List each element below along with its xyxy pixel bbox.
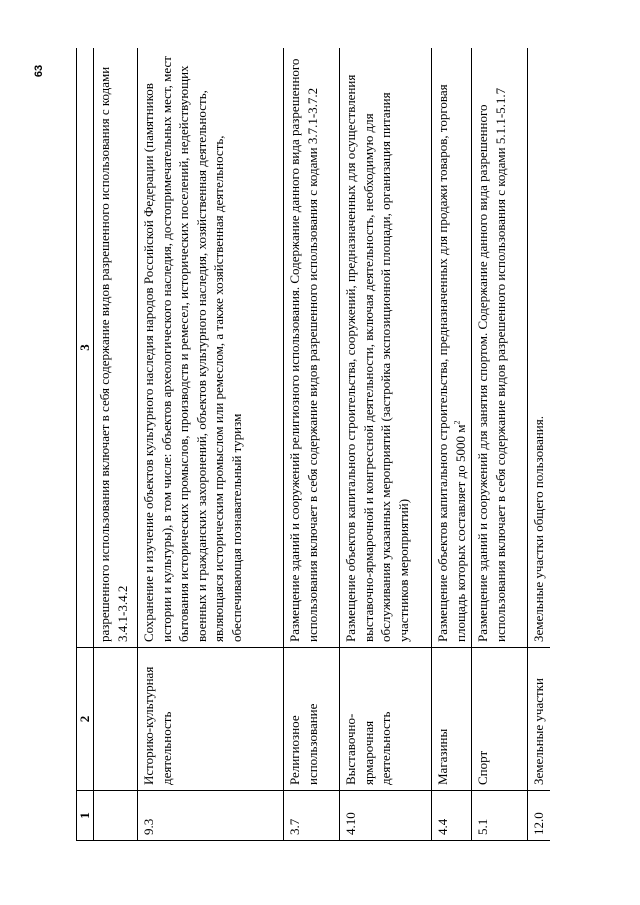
row-name: Религиозное использование bbox=[284, 648, 340, 791]
table-row bbox=[472, 48, 528, 841]
row-name bbox=[94, 648, 138, 791]
column-header-3: 3 bbox=[77, 48, 94, 648]
table-row bbox=[340, 48, 432, 841]
row-code: 4.10 bbox=[340, 791, 432, 841]
row-description-text: Размещение объектов капитального строительства, предназначенных для продажи товаров, торговая площадь которых составляет до 5000 м bbox=[435, 84, 468, 642]
row-description: разрешенного использования включает в себя содержание видов разрешенного использования с кодами 3.4.1-3.4.2 bbox=[94, 48, 138, 648]
row-code: 12.0 bbox=[528, 791, 551, 841]
row-code: 9.3 bbox=[138, 791, 284, 841]
row-description: Сохранение и изучение объектов культурного наследия народов Российской Федерации (памятников истории и культуры), в том числе: объектов археологического наследия, достопримечательных мест, мест бытования исторических промыслов, производств и ремесел, исторических поселений, недействующих военных и гражданских захоронений, объектов культурного наследия, хозяйственная деятельность, являющаяся историческим промыслом или ремеслом, а также хозяйственная деятельность, обеспечивающая познавательный туризм bbox=[138, 48, 284, 648]
row-description: Размещение зданий и сооружений для занятия спортом. Содержание данного вида разрешенного использования включает в себя содержание видов разрешенного использования с кодами 5.1.1-5.1.7 bbox=[472, 48, 528, 648]
column-header-2: 2 bbox=[77, 648, 94, 791]
table-row bbox=[284, 48, 340, 841]
superscript-exponent: 2 bbox=[452, 420, 462, 425]
row-code: 4.4 bbox=[432, 791, 472, 841]
row-description: Земельные участки общего пользования. bbox=[528, 48, 551, 648]
row-code: 5.1 bbox=[472, 791, 528, 841]
row-name: Земельные участки bbox=[528, 648, 551, 791]
table-row bbox=[138, 48, 284, 841]
row-description: Размещение объектов капитального строительства, сооружений, предназначенных для осуществления выставочно-ярмарочной и конгрессной деятельности, включая деятельность, необходимую для обслуживания указанных мероприятий (застройка экспозиционной площади, организация питания участников мероприятий) bbox=[340, 48, 432, 648]
table-row bbox=[528, 48, 551, 841]
row-code bbox=[94, 791, 138, 841]
table-header-row bbox=[77, 48, 94, 841]
row-code: 3.7 bbox=[284, 791, 340, 841]
row-name: Спорт bbox=[472, 648, 528, 791]
column-header-1: 1 bbox=[77, 791, 94, 841]
row-description: Размещение зданий и сооружений религиозного использования. Содержание данного вида разрешенного использования включает в себя содержание видов разрешенного использования с кодами 3.7.1-3.7.2 bbox=[284, 48, 340, 648]
row-name: Выставочно-ярмарочная деятельность bbox=[340, 648, 432, 791]
row-name: Историко-культурная деятельность bbox=[138, 648, 284, 791]
rotated-page-body bbox=[76, 48, 550, 841]
page-number: 63 bbox=[33, 64, 45, 78]
table-row bbox=[94, 48, 138, 841]
table-row bbox=[432, 48, 472, 841]
document-table-container bbox=[76, 48, 550, 841]
land-use-table bbox=[76, 48, 550, 841]
row-name: Магазины bbox=[432, 648, 472, 791]
row-description bbox=[432, 48, 472, 648]
